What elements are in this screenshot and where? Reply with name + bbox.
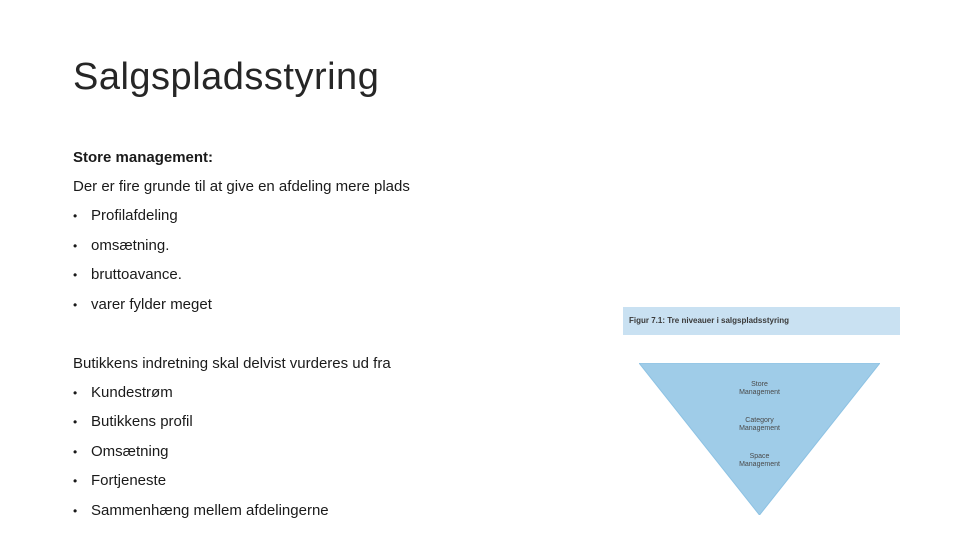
level-store-management xyxy=(639,381,880,397)
bullet-icon: • xyxy=(73,209,78,223)
criteria-label: Omsætning xyxy=(91,443,169,460)
criteria-label: Fortjeneste xyxy=(91,472,167,489)
level-label-line1: Store xyxy=(751,381,768,388)
bullet-icon: • xyxy=(73,239,78,253)
bullet-icon: • xyxy=(73,504,78,518)
reason-item xyxy=(73,266,182,283)
level-space-management xyxy=(639,453,880,469)
reason-label: Profilafdeling xyxy=(91,207,178,224)
bullet-icon: • xyxy=(73,415,78,429)
reason-label: varer fylder meget xyxy=(91,296,212,313)
bullet-icon: • xyxy=(73,268,78,282)
level-label-line2: Management xyxy=(739,389,780,396)
criteria-label: Sammenhæng mellem afdelingerne xyxy=(91,502,329,519)
level-label-line2: Management xyxy=(739,461,780,468)
criteria-item xyxy=(73,502,329,519)
slide-title: Salgspladsstyring xyxy=(73,56,380,98)
criteria-label: Butikkens profil xyxy=(91,413,193,430)
reason-item xyxy=(73,207,178,224)
figure-caption: Figur 7.1: Tre niveauer i salgspladsstyring xyxy=(623,307,900,335)
criteria-item xyxy=(73,443,169,460)
reason-item xyxy=(73,237,169,254)
reason-item xyxy=(73,296,212,313)
reason-label: omsætning. xyxy=(91,237,170,254)
level-category-management xyxy=(639,417,880,433)
criteria-label: Kundestrøm xyxy=(91,384,173,401)
bullet-icon: • xyxy=(73,445,78,459)
intro-text: Der er fire grunde til at give en afdeling mere plads xyxy=(73,178,410,195)
level-label-line1: Category xyxy=(745,417,774,424)
criteria-item xyxy=(73,472,166,489)
level-label-line2: Management xyxy=(739,425,780,432)
level-label-line1: Space xyxy=(749,453,770,460)
intro-text-2: Butikkens indretning skal delvist vurderes ud fra xyxy=(73,355,391,372)
reason-label: bruttoavance. xyxy=(91,266,182,283)
pyramid-figure xyxy=(623,307,900,517)
bullet-icon: • xyxy=(73,386,78,400)
bullet-icon: • xyxy=(73,474,78,488)
bullet-icon: • xyxy=(73,298,78,312)
criteria-item xyxy=(73,384,173,401)
subheading: Store management: xyxy=(73,149,214,166)
criteria-item xyxy=(73,413,193,430)
